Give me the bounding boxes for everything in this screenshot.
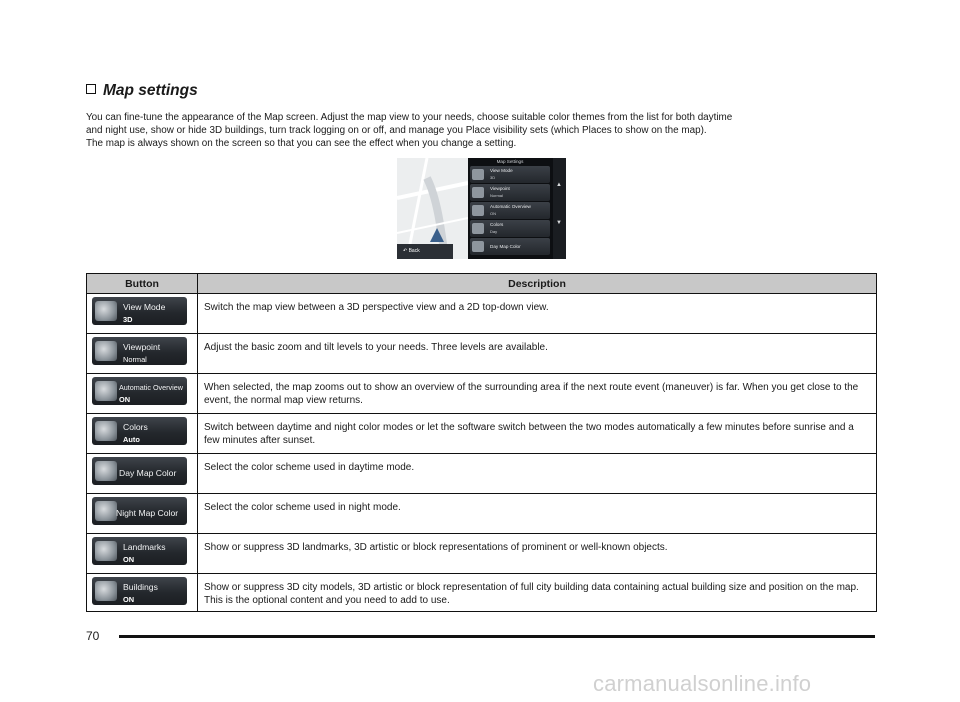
description-cell: When selected, the map zooms out to show an overview of the surrounding area if the next route event (maneuver) is far. When you get close to the event, the normal map view returns. <box>198 374 877 414</box>
table-row <box>87 494 877 534</box>
back-label: Back <box>408 248 420 254</box>
description-cell: Adjust the basic zoom and tilt levels to your needs. Three levels are available. <box>198 334 877 374</box>
button-value: 3D <box>123 315 133 324</box>
table-row <box>87 334 877 374</box>
footer-rule <box>119 635 875 638</box>
landmarks-button <box>92 537 187 565</box>
landmark-icon <box>95 541 117 561</box>
day-palette-icon <box>472 241 484 252</box>
back-button[interactable]: ↶ Back <box>397 244 453 259</box>
panel-row-name: View Mode <box>490 168 513 173</box>
day-map-color-button <box>92 457 187 485</box>
button-value: ON <box>119 395 131 404</box>
button-name: Viewpoint <box>123 342 161 352</box>
day-palette-icon <box>95 461 117 481</box>
panel-row-viewpoint[interactable] <box>470 184 550 201</box>
button-value: Auto <box>123 435 140 444</box>
table-row <box>87 574 877 612</box>
scrollbar[interactable] <box>553 158 566 259</box>
panel-title: Map Settings <box>496 159 524 164</box>
button-name: Landmarks <box>123 542 166 552</box>
description-cell: Show or suppress 3D city models, 3D artistic or block representation of full city building data containing actual building size and position on the map. This is the optional content and you need to add to use. <box>198 574 877 612</box>
intro-line: and night use, show or hide 3D buildings, turn track logging on or off, and manage you Place visibility sets (which Places to show on the map). <box>86 125 707 136</box>
column-header-description: Description <box>198 274 877 294</box>
panel-row-view-mode[interactable] <box>470 166 550 183</box>
overview-icon <box>95 381 117 401</box>
map-preview <box>397 158 468 259</box>
colors-button <box>92 417 187 445</box>
panel-row-value: Normal <box>490 193 503 198</box>
automatic-overview-button <box>92 377 187 405</box>
buildings-button <box>92 577 187 605</box>
section-title: Map settings <box>103 82 198 99</box>
panel-row-name: Colors <box>490 222 504 227</box>
map-3d-icon <box>472 169 484 180</box>
description-cell: Switch between daytime and night color modes or let the software switch between the two modes automatically a few minutes before sunrise and a few minutes after sunset. <box>198 414 877 454</box>
panel-row-colors[interactable] <box>470 220 550 237</box>
panel-row-value: 3D <box>490 175 496 180</box>
table-row <box>87 534 877 574</box>
button-name: Automatic Overview <box>119 383 183 392</box>
scroll-up-icon[interactable]: ▲ <box>556 182 562 188</box>
map-3d-icon <box>95 301 117 321</box>
description-cell: Select the color scheme used in night mode. <box>198 494 877 534</box>
viewpoint-button <box>92 337 187 365</box>
button-name: View Mode <box>123 302 166 312</box>
table-row <box>87 294 877 334</box>
panel-row-name: Day Map Color <box>490 244 521 249</box>
table-row <box>87 414 877 454</box>
settings-panel <box>468 158 566 259</box>
button-value: Normal <box>123 355 147 364</box>
night-palette-icon <box>95 501 117 521</box>
night-map-color-button <box>92 497 187 525</box>
view-mode-button <box>92 297 187 325</box>
scroll-down-icon[interactable]: ▼ <box>556 220 562 226</box>
intro-line: The map is always shown on the screen so that you can see the effect when you change a setting. <box>86 138 517 149</box>
panel-row-name: Automatic Overview <box>490 204 531 209</box>
table-row <box>87 454 877 494</box>
panel-row-automatic-overview[interactable] <box>470 202 550 219</box>
button-name: Colors <box>123 422 148 432</box>
intro-line: You can fine-tune the appearance of the Map screen. Adjust the map view to your needs, choose suitable color themes from the list for both daytime <box>86 112 733 123</box>
overview-icon <box>472 205 484 216</box>
button-value: ON <box>123 595 135 604</box>
panel-row-day-map-color[interactable] <box>470 238 550 255</box>
intro-paragraph <box>86 111 876 150</box>
viewpoint-icon <box>472 187 484 198</box>
section-heading <box>86 82 198 100</box>
description-cell: Switch the map view between a 3D perspective view and a 2D top-down view. <box>198 294 877 334</box>
table-header-row <box>87 274 877 294</box>
table-row <box>87 374 877 414</box>
button-value: ON <box>123 555 135 564</box>
page-number: 70 <box>86 629 100 643</box>
button-name: Night Map Color <box>116 508 179 518</box>
sun-icon <box>472 223 484 234</box>
buildings-icon <box>95 581 117 601</box>
panel-row-value: ON <box>490 211 496 216</box>
map-settings-screenshot <box>397 158 566 259</box>
column-header-button: Button <box>87 274 198 294</box>
description-cell: Show or suppress 3D landmarks, 3D artistic or block representations of prominent or well-known objects. <box>198 534 877 574</box>
sun-icon <box>95 421 117 441</box>
settings-table <box>86 273 877 612</box>
button-name: Buildings <box>123 582 158 592</box>
panel-row-name: Viewpoint <box>490 186 510 191</box>
watermark: carmanualsonline.info <box>593 671 812 696</box>
viewpoint-icon <box>95 341 117 361</box>
description-cell: Select the color scheme used in daytime mode. <box>198 454 877 494</box>
button-name: Day Map Color <box>119 468 177 478</box>
panel-row-value: Day <box>490 229 498 234</box>
checkbox-bullet-icon <box>86 84 96 94</box>
